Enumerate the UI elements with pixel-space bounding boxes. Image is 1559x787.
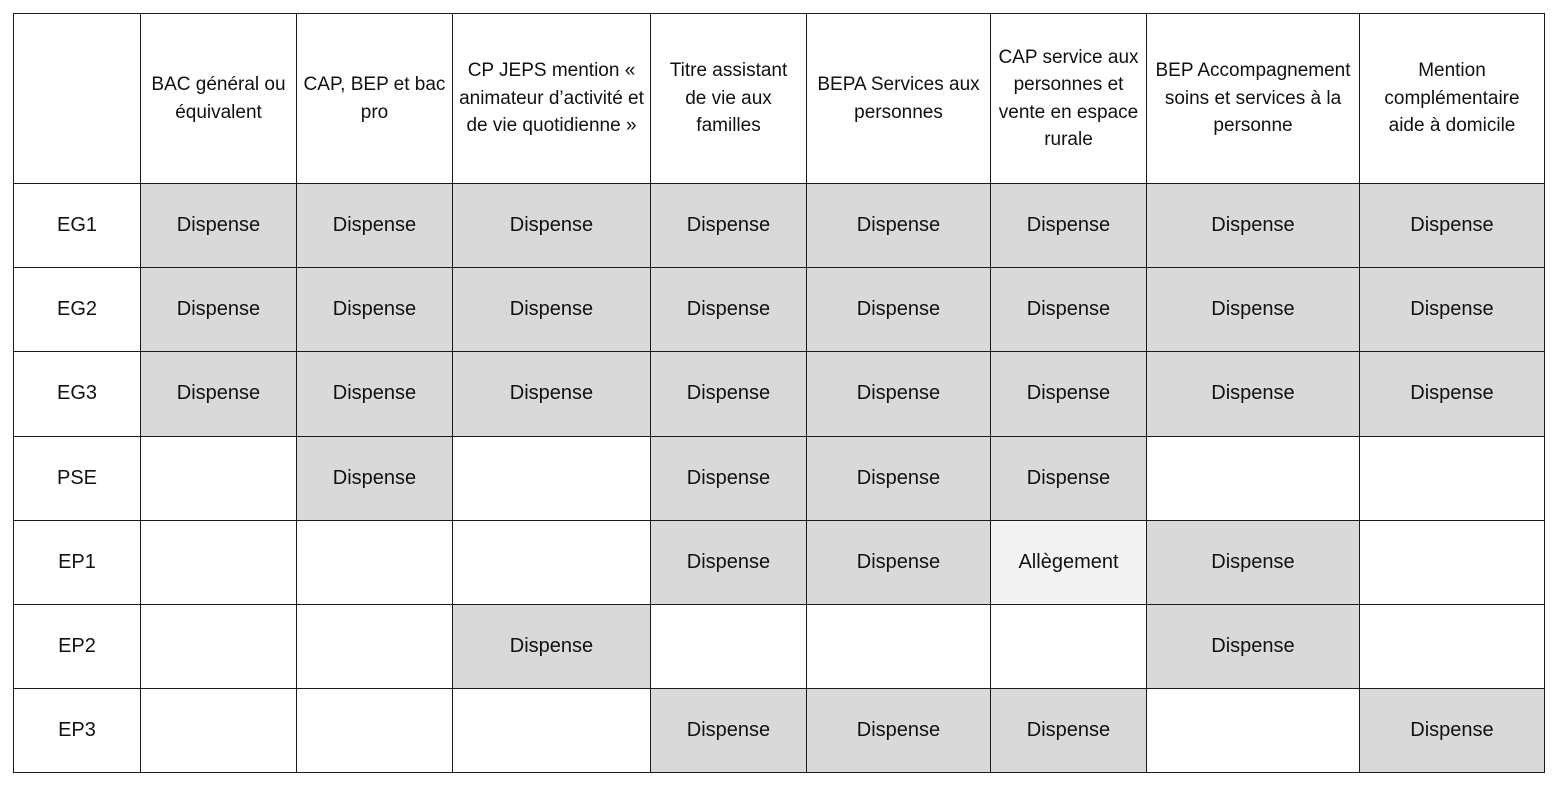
row-header: EP1: [14, 520, 141, 604]
column-header: Titre assistant de vie aux familles: [651, 14, 807, 184]
row-header: EP2: [14, 604, 141, 688]
table-cell: [141, 520, 297, 604]
table-cell: Dispense: [1360, 184, 1545, 268]
table-cell: Dispense: [141, 268, 297, 352]
table-cell: Dispense: [297, 436, 453, 520]
column-header: BAC général ou équivalent: [141, 14, 297, 184]
table-cell: Dispense: [1360, 268, 1545, 352]
table-cell: Dispense: [651, 520, 807, 604]
table-row: [14, 184, 1545, 268]
table-cell: Allègement: [991, 520, 1147, 604]
table-cell: Dispense: [991, 352, 1147, 436]
table-cell: Dispense: [807, 689, 991, 773]
column-header: CAP, BEP et bac pro: [297, 14, 453, 184]
table-cell: Dispense: [1147, 352, 1360, 436]
table-cell: Dispense: [991, 689, 1147, 773]
table-row: [14, 352, 1545, 436]
table-cell: Dispense: [141, 352, 297, 436]
table-cell: Dispense: [453, 604, 651, 688]
table-cell: [1360, 520, 1545, 604]
table-cell: Dispense: [651, 184, 807, 268]
column-header: BEP Accompagnement soins et services à la personne: [1147, 14, 1360, 184]
table-cell: Dispense: [297, 268, 453, 352]
table-cell: Dispense: [1147, 604, 1360, 688]
table-cell: Dispense: [1147, 268, 1360, 352]
table-cell: Dispense: [453, 184, 651, 268]
table-row: [14, 436, 1545, 520]
table-cell: Dispense: [297, 184, 453, 268]
corner-cell: [14, 14, 141, 184]
table-row: [14, 689, 1545, 773]
table-cell: [453, 689, 651, 773]
table-cell: [297, 604, 453, 688]
column-header: Mention complémentaire aide à domicile: [1360, 14, 1545, 184]
table-cell: Dispense: [991, 436, 1147, 520]
column-header: CAP service aux personnes et vente en espace rurale: [991, 14, 1147, 184]
row-header: EG2: [14, 268, 141, 352]
table-cell: Dispense: [1147, 520, 1360, 604]
header-row: [14, 14, 1545, 184]
column-header: CP JEPS mention « animateur d’activité et de vie quotidienne »: [453, 14, 651, 184]
table-cell: Dispense: [807, 436, 991, 520]
table-header: [14, 14, 1545, 184]
table-row: [14, 268, 1545, 352]
table-body: [14, 184, 1545, 773]
table-cell: [453, 520, 651, 604]
table-cell: Dispense: [141, 184, 297, 268]
table-cell: [297, 520, 453, 604]
table-cell: [141, 604, 297, 688]
column-header: BEPA Services aux personnes: [807, 14, 991, 184]
table-cell: Dispense: [651, 436, 807, 520]
equivalence-table: [13, 13, 1545, 773]
table-cell: [991, 604, 1147, 688]
table-cell: [1147, 689, 1360, 773]
table-cell: [453, 436, 651, 520]
table-cell: Dispense: [1360, 352, 1545, 436]
table-cell: Dispense: [1360, 689, 1545, 773]
table-cell: Dispense: [453, 352, 651, 436]
row-header: PSE: [14, 436, 141, 520]
table-cell: Dispense: [297, 352, 453, 436]
table-cell: [141, 689, 297, 773]
table-cell: Dispense: [991, 184, 1147, 268]
row-header: EG1: [14, 184, 141, 268]
table-cell: [1147, 436, 1360, 520]
table-cell: [807, 604, 991, 688]
row-header: EG3: [14, 352, 141, 436]
table-cell: Dispense: [991, 268, 1147, 352]
table-cell: [297, 689, 453, 773]
table-cell: Dispense: [651, 268, 807, 352]
table-row: [14, 604, 1545, 688]
table-cell: Dispense: [807, 268, 991, 352]
table-cell: [1360, 604, 1545, 688]
table-cell: Dispense: [453, 268, 651, 352]
table-cell: Dispense: [807, 352, 991, 436]
table-cell: [651, 604, 807, 688]
table-row: [14, 520, 1545, 604]
row-header: EP3: [14, 689, 141, 773]
table-cell: [141, 436, 297, 520]
table-cell: Dispense: [1147, 184, 1360, 268]
table-cell: [1360, 436, 1545, 520]
table-cell: Dispense: [651, 352, 807, 436]
table-cell: Dispense: [651, 689, 807, 773]
table-cell: Dispense: [807, 184, 991, 268]
table-cell: Dispense: [807, 520, 991, 604]
